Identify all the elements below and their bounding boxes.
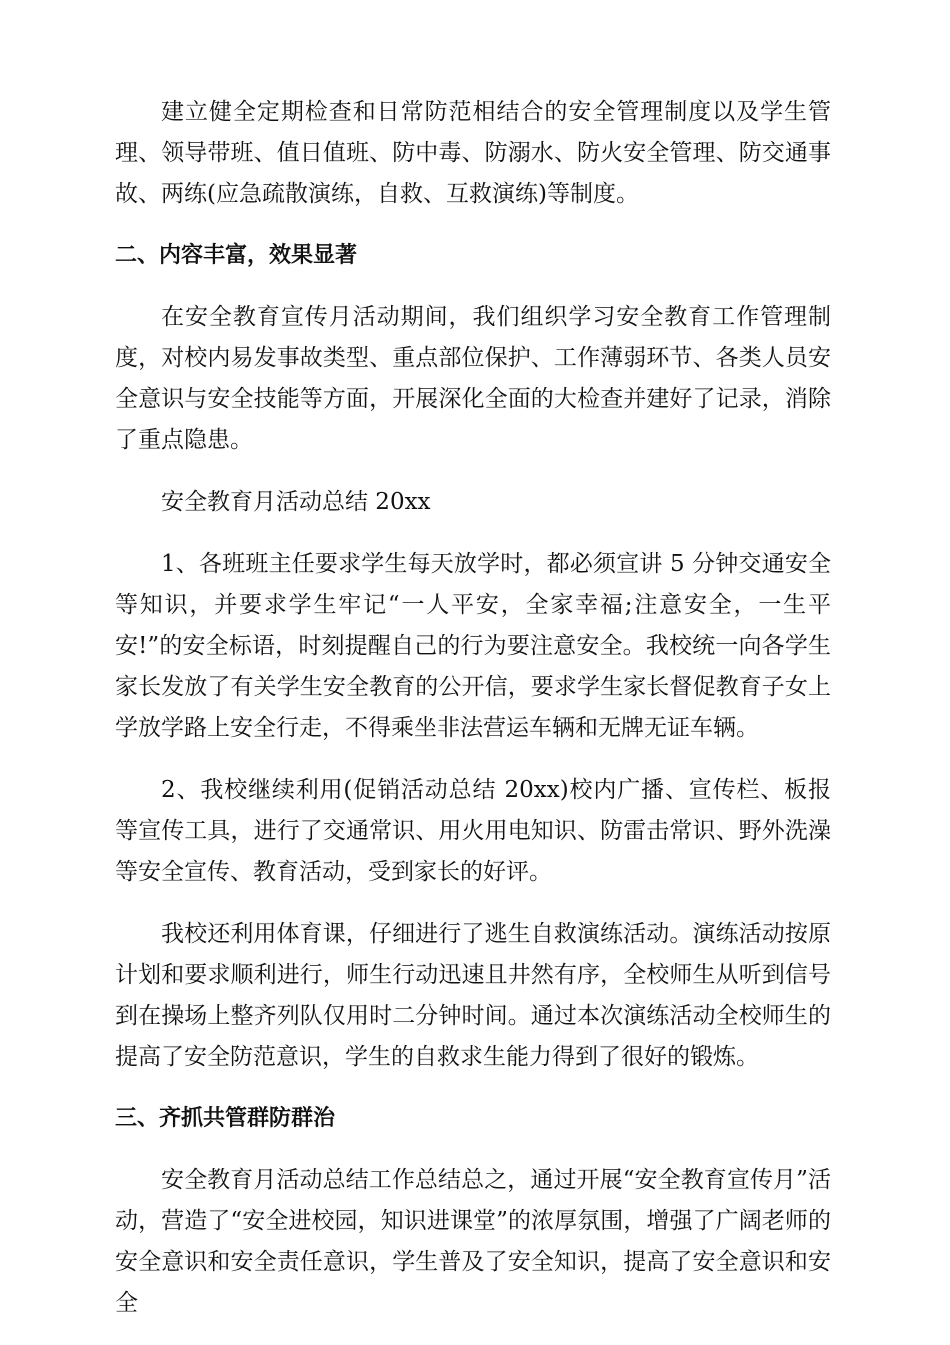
section-heading-2: 二、内容丰富，效果显著 — [115, 243, 358, 268]
paragraph-activities: 在安全教育宣传月活动期间，我们组织学习安全教育工作管理制度，对校内易发事故类型、重点部位保护、工作薄弱环节、各类人员安全意识与安全技能等方面，开展深化全面的大检查并建好了记录，消除了重点隐患。 — [115, 304, 831, 453]
paragraph-summary: 安全教育月活动总结工作总结总之，通过开展“安全教育宣传月”活动，营造了“安全进校园，知识进课堂”的浓厚氛围，增强了广阔老师的安全意识和安全责任意识，学生普及了安全知识，提高了安全意识和安全 — [115, 1167, 831, 1316]
section-heading-3: 三、齐抓共管群防群治 — [115, 1106, 336, 1131]
paragraph-drill: 我校还利用体育课，仔细进行了逃生自救演练活动。演练活动按原计划和要求顺利进行，师生行动迅速且井然有序，全校师生从听到信号到在操场上整齐列队仅用时二分钟时间。通过本次演练活动全校师生的提高了安全防范意识，学生的自救求生能力得到了很好的锻炼。 — [115, 921, 831, 1070]
document-subtitle: 安全教育月活动总结 20xx — [161, 489, 431, 515]
paragraph-item-2: 2、我校继续利用(促销活动总结 20xx)校内广播、宣传栏、板报等宣传工具，进行了交通常识、用火用电知识、防雷击常识、野外洗澡等安全宣传、教育活动，受到家长的好评。 — [115, 777, 831, 885]
paragraph-item-1: 1、各班班主任要求学生每天放学时，都必须宣讲 5 分钟交通安全等知识，并要求学生牢记“一人平安，全家幸福;注意安全，一生平安!”的安全标语，时刻提醒自己的行为要注意安全。我校统一向各学生家长发放了有关学生安全教育的公开信，要求学生家长督促教育子女上学放学路上安全行走，不得乘坐非法营运车辆和无牌无证车辆。 — [115, 551, 831, 741]
document-page — [115, 92, 831, 1345]
paragraph-safety-rules: 建立健全定期检查和日常防范相结合的安全管理制度以及学生管理、领导带班、值日值班、防中毒、防溺水、防火安全管理、防交通事故、两练(应急疏散演练，自救、互救演练)等制度。 — [115, 99, 831, 207]
